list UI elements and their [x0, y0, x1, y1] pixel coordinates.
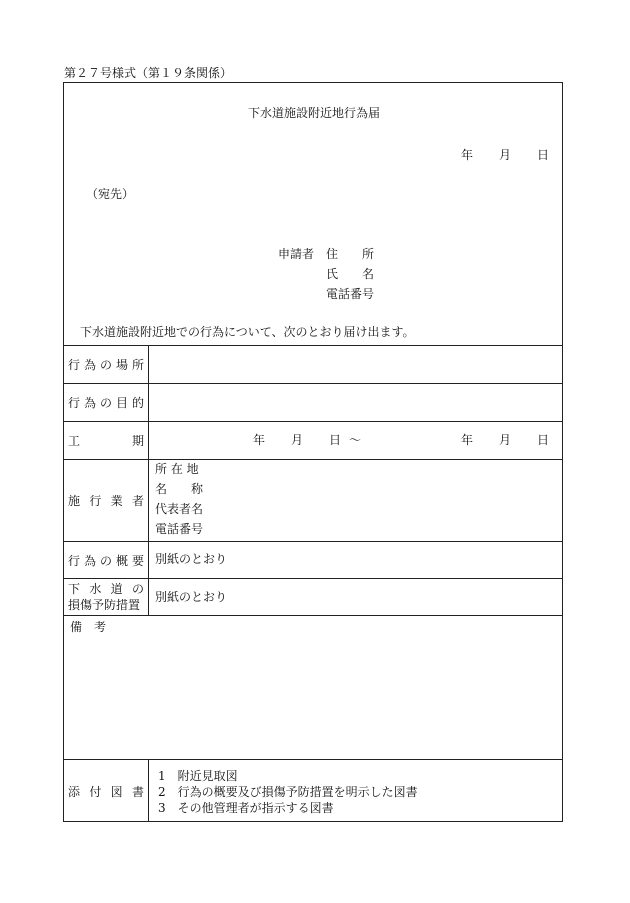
- prevention-label-line1: 下 水 道 の: [68, 582, 144, 596]
- attachment-item: 1 附近見取図: [158, 769, 238, 783]
- contractor-label: 施 行 業 者: [68, 494, 144, 508]
- submission-day-label: 日: [537, 148, 550, 162]
- contractor-address-label: 所 在 地: [155, 462, 199, 476]
- applicant-phone-label: 電話番号: [326, 287, 375, 301]
- period-end-month: 月: [499, 433, 512, 447]
- row-divider: [63, 578, 563, 579]
- applicant-address-label: 住 所: [326, 247, 375, 261]
- period-label: 工 期: [68, 434, 144, 448]
- submission-month-label: 月: [499, 148, 512, 162]
- form-number: 第２７号様式（第１９条関係）: [64, 66, 233, 80]
- location-field[interactable]: [150, 347, 560, 382]
- period-tilde: ～: [349, 433, 362, 447]
- period-start-day: 日: [329, 433, 342, 447]
- summary-label: 行 為 の 概 要: [68, 553, 144, 568]
- addressee-label: （宛先）: [86, 187, 135, 201]
- summary-value: 別紙のとおり: [155, 552, 228, 566]
- attachment-item: 2 行為の概要及び損傷予防措置を明示した図書: [158, 785, 418, 799]
- applicant-label: 申請者: [278, 247, 315, 261]
- period-end-year: 年: [461, 433, 474, 447]
- submission-year-label: 年: [461, 148, 474, 162]
- period-end-day: 日: [537, 433, 550, 447]
- contractor-name-label: 名 称: [155, 482, 204, 496]
- row-divider: [63, 615, 563, 616]
- period-start-year: 年: [253, 433, 266, 447]
- attachment-item: 3 その他管理者が指示する図書: [158, 801, 334, 815]
- prevention-value: 別紙のとおり: [155, 590, 228, 604]
- form-title: 下水道施設附近地行為届: [248, 106, 381, 120]
- contractor-phone-label: 電話番号: [155, 522, 204, 536]
- applicant-name-label: 氏 名: [326, 267, 375, 281]
- period-start-month: 月: [291, 433, 304, 447]
- attachments-label: 添 付 図 書: [68, 784, 144, 799]
- purpose-field[interactable]: [150, 385, 560, 420]
- contractor-representative-label: 代表者名: [155, 502, 204, 516]
- purpose-label: 行 為 の 目 的: [68, 396, 144, 410]
- prevention-label-line2: 損傷予防措置: [68, 598, 141, 612]
- notice-text: 下水道施設附近地での行為について、次のとおり届け出ます。: [80, 325, 415, 339]
- remarks-label: 備 考: [70, 620, 107, 634]
- location-label: 行 為 の 場 所: [68, 358, 144, 372]
- remarks-field[interactable]: [66, 640, 560, 756]
